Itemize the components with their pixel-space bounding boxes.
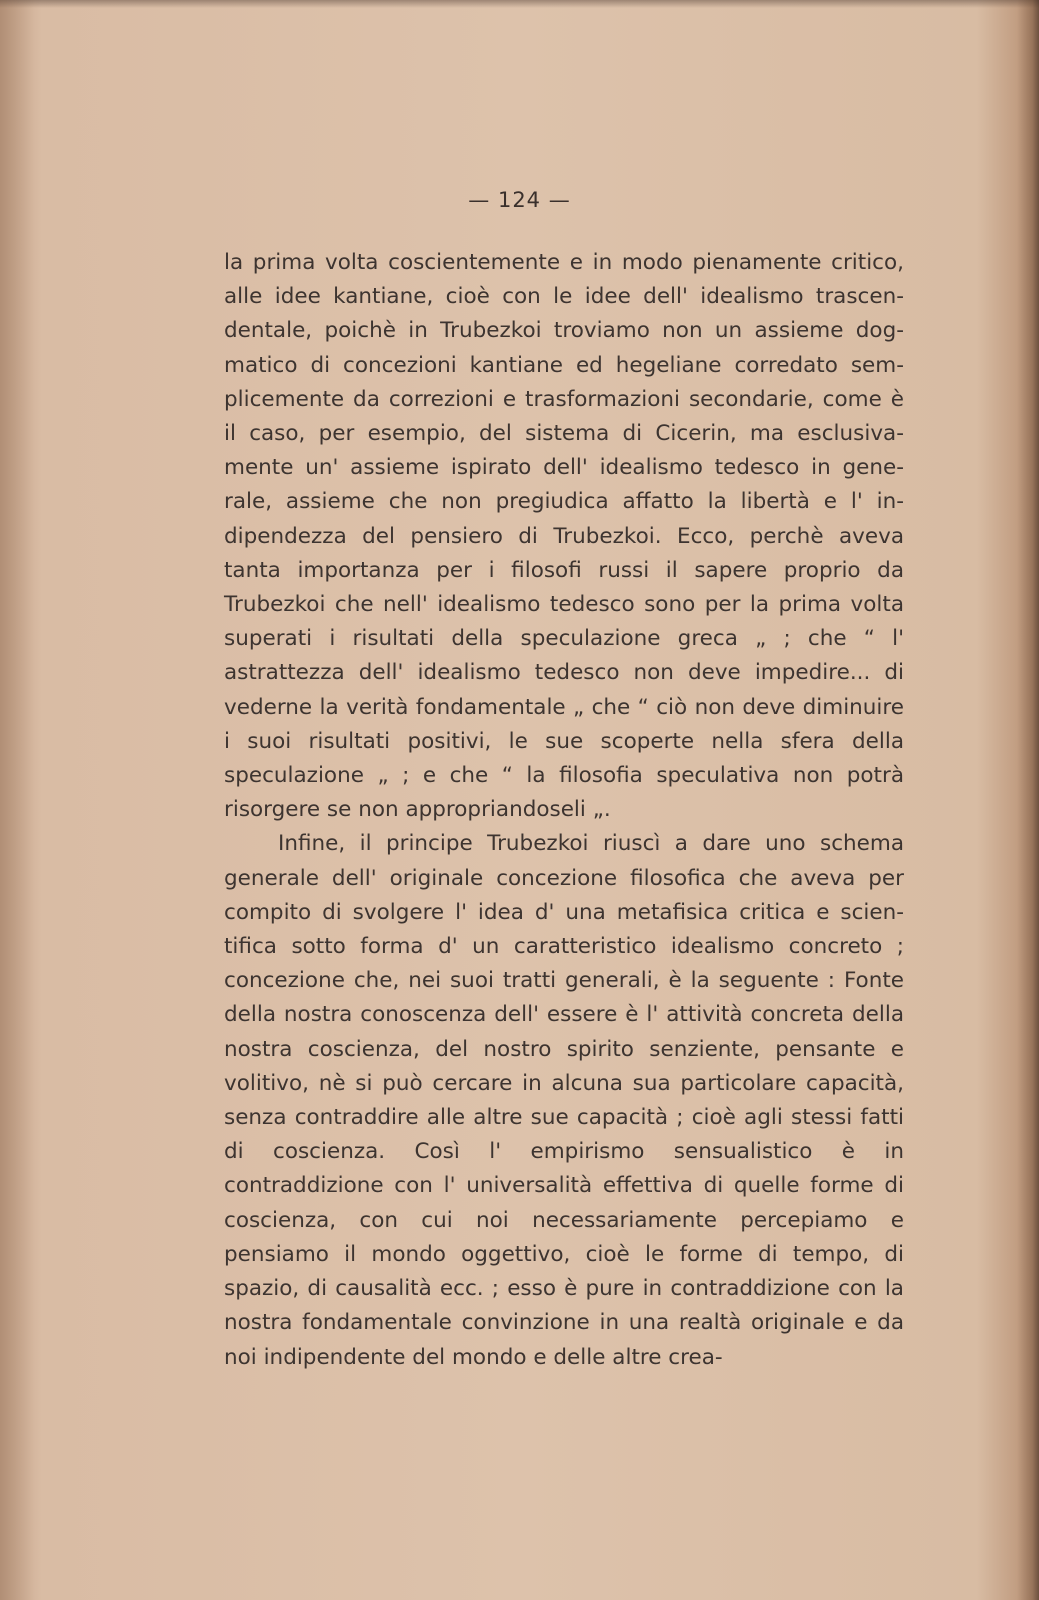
paragraph-continuation: la prima volta coscientemente e in modo pienamente critico, alle idee kantiane, cioè con le idee dell' idealismo trascendentale, poichè in Trubezkoi troviamo non un assieme dogmatico di concezioni kantiane ed hegeliane corredato semplicemente da correzioni e trasformazioni secondarie, come è il caso, per esempio, del sistema di Cicerin, ma esclusivamente un' assieme ispirato dell' idealismo tedesco in generale, assieme che non pregiudica affatto la libertà e l' indipendezza del pensiero di Trubezkoi. Ecco, perchè aveva tanta importanza per i filosofi russi il sapere proprio da Trubezkoi che nell' idealismo tedesco sono per la prima volta superati i risultati della speculazione greca „ ; che “ l' astrattezza dell' idealismo tedesco non deve impedire... di vederne la verità fondamentale „ che “ ciò non deve diminuire i suoi risultati positivi, le sue scoperte nella sfera della speculazione „ ; e che “ la filosofia speculativa non potrà risorgere se non appropriandoseli „.: [224, 250, 904, 823]
body-text: [224, 246, 904, 1375]
page-number: — 124 —: [468, 188, 571, 212]
page-right-shadow: [1017, 0, 1039, 1600]
page-left-shadow: [0, 0, 34, 1600]
paragraph-infine: Infine, il principe Trubezkoi riuscì a dare uno schema generale dell' originale concezione filosofica che aveva per compito di svolgere l' idea d' una metafisica critica e scientifica sotto forma d' un caratteristico idealismo concreto ; concezione che, nei suoi tratti generali, è la seguente : Fonte della nostra conoscenza dell' essere è l' attività concreta della nostra coscienza, del nostro spirito senziente, pensante e volitivo, nè si può cercare in alcuna sua particolare capacità, senza contraddire alle altre sue capacità ; cioè agli stessi fatti di coscienza. Così l' empirismo sensualistico è in contraddizione con l' universalità effettiva di quelle forme di coscienza, con cui noi necessariamente percepiamo e pensiamo il mondo oggettivo, cioè le forme di tempo, di spazio, di causalità ecc. ; esso è pure in contraddizione con la nostra fondamentale convinzione in una realtà originale e da noi indipendente del mondo e delle altre crea-: [224, 831, 904, 1370]
page-top-shadow: [0, 0, 1039, 8]
